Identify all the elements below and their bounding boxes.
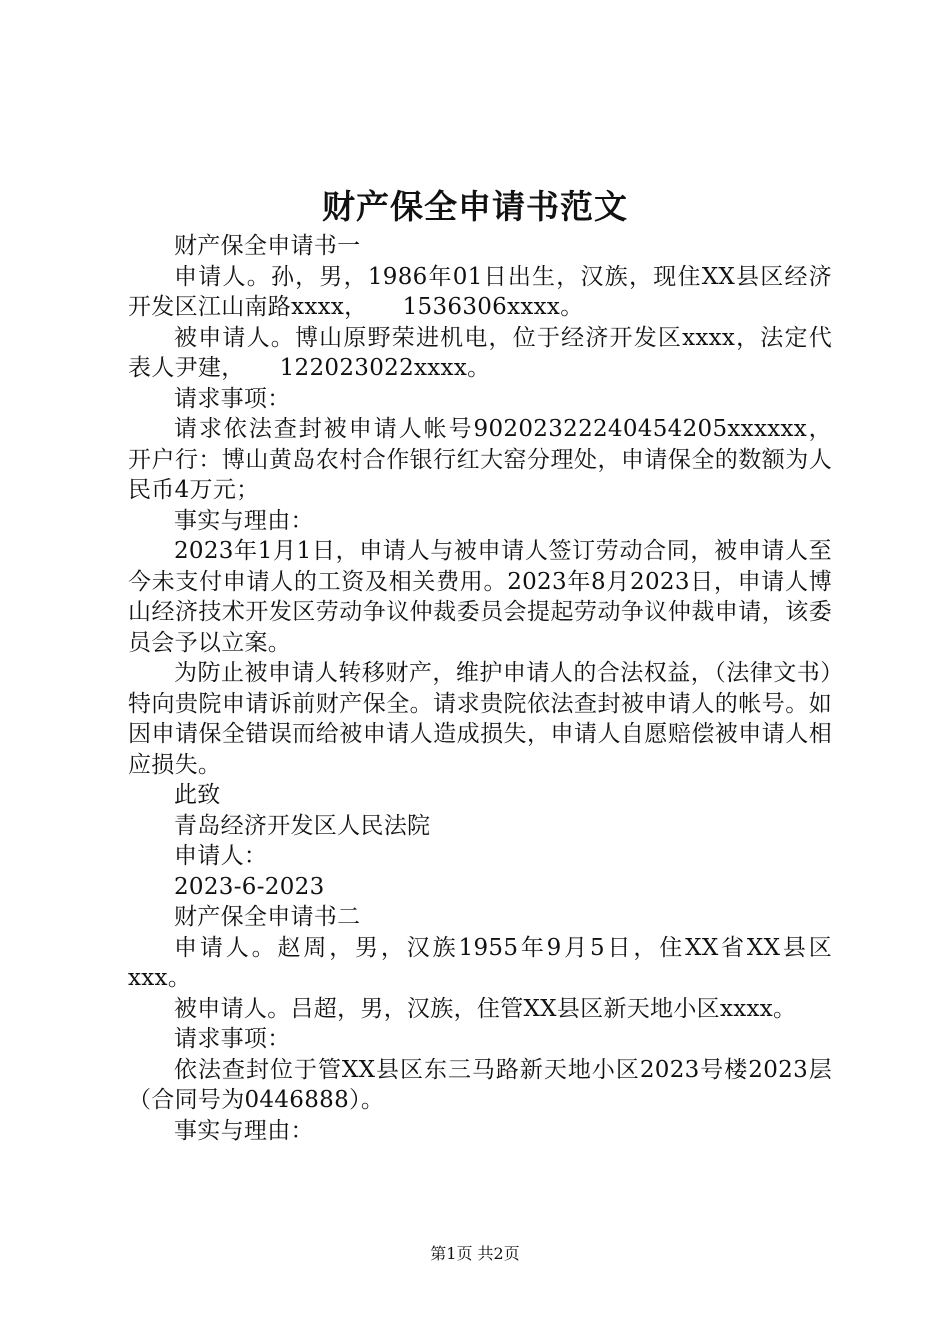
applicant-paragraph-2: 申请人。赵周，男，汉族1955年9月5日，住XX省XX县区xxx。 [128, 934, 832, 991]
request-heading-2: 请求事项： [174, 1026, 291, 1052]
signature-date: 2023-6-2023 [174, 873, 325, 900]
facts-paragraph: 2023年1月1日，申请人与被申请人签订劳动合同，被申请人至今未支付申请人的工资及相关费用。2023年8月2023日，申请人博山经济技术开发区劳动争议仲裁委员会提起劳动争议仲裁申请，该委员会予以立案。 [128, 538, 832, 656]
request-paragraph: 请求依法查封被申请人帐号90202322240454205xxxxxx，开户行：博山黄岛农村合作银行红大窑分理处，申请保全的数额为人民币4万元； [128, 416, 832, 503]
respondent-paragraph-2: 被申请人。吕超，男，汉族，住管XX县区新天地小区xxxx。 [174, 995, 797, 1022]
request-paragraph-2: 依法查封位于管XX县区东三马路新天地小区2023号楼2023层（合同号为0446888）。 [128, 1056, 832, 1113]
section-heading-2: 财产保全申请书二 [174, 904, 361, 930]
reasons-heading-2: 事实与理由： [174, 1117, 314, 1144]
respondent-paragraph: 被申请人。博山原野荣进机电，位于经济开发区xxxx，法定代表人尹建， 122023022xxxx。 [128, 324, 832, 381]
page-footer: 第1页 共2页 [430, 1244, 520, 1263]
applicant-paragraph: 申请人。孙，男，1986年01日出生，汉族，现住XX县区经济开发区江山南路xxxx， 1536306xxxx。 [128, 263, 832, 320]
section-heading-1: 财产保全申请书一 [174, 233, 361, 259]
reasons-heading: 事实与理由： [174, 507, 314, 534]
request-heading: 请求事项： [174, 385, 291, 412]
document-body [128, 231, 832, 1146]
signature-label: 申请人： [174, 843, 268, 869]
salutation: 此致 [174, 782, 221, 808]
reasons-paragraph: 为防止被申请人转移财产，维护申请人的合法权益，（法律文书）特向贵院申请诉前财产保全。请求贵院依法查封被申请人的帐号。如因申请保全错误而给被申请人造成损失，申请人自愿赔偿被申请人相应损失。 [128, 660, 832, 778]
court-name: 青岛经济开发区人民法院 [174, 812, 431, 839]
document-title: 财产保全申请书范文 [322, 187, 628, 226]
